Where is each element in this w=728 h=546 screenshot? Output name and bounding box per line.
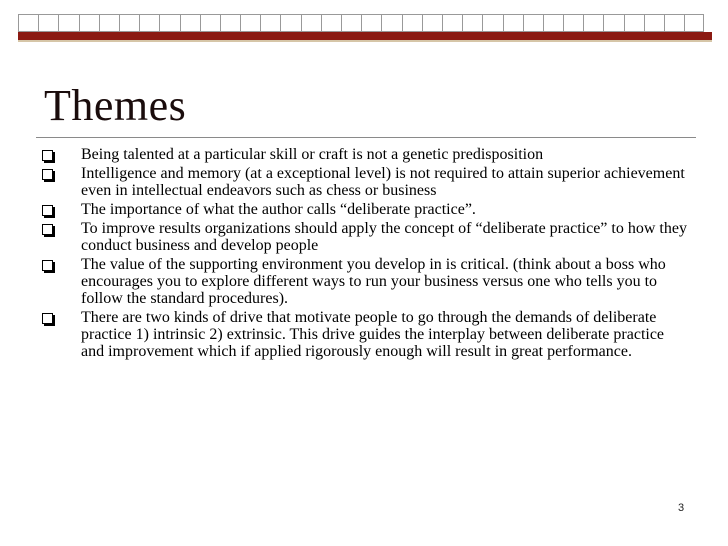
header-square (18, 14, 38, 32)
header-square (58, 14, 78, 32)
header-square (644, 14, 664, 32)
header-square (381, 14, 401, 32)
header-square (603, 14, 623, 32)
header-square (523, 14, 543, 32)
header-square (240, 14, 260, 32)
bullet-item (40, 309, 690, 360)
header-square (280, 14, 300, 32)
header-band (18, 32, 712, 40)
header-square (200, 14, 220, 32)
header-square (624, 14, 644, 32)
header-square (482, 14, 502, 32)
page-number: 3 (678, 502, 685, 514)
square-bullet-icon (42, 150, 53, 161)
title-divider (36, 137, 696, 138)
header-square (260, 14, 280, 32)
header-square (180, 14, 200, 32)
header-square (79, 14, 99, 32)
header-square (119, 14, 139, 32)
square-bullet-icon (42, 169, 53, 180)
header-square (321, 14, 341, 32)
header-square (442, 14, 462, 32)
bullet-item (40, 220, 690, 254)
bullet-text: Intelligence and memory (at a exceptional level) is not required to attain superior achievement even in intellectual endeavors such as chess or business (81, 165, 685, 199)
header-square (543, 14, 563, 32)
header-square (563, 14, 583, 32)
header-square (99, 14, 119, 32)
bullet-text: The value of the supporting environment you develop in is critical. (think about a boss who encourages you to explore different ways to run your business versus one who tells you to follow the standard procedures). (81, 256, 666, 307)
header-squares (18, 14, 704, 32)
bullet-item (40, 165, 690, 199)
header-square (139, 14, 159, 32)
header-square (341, 14, 361, 32)
square-bullet-icon (42, 205, 53, 216)
square-bullet-icon (42, 260, 53, 271)
bullet-list (40, 146, 690, 362)
header-square (38, 14, 58, 32)
header-square (301, 14, 321, 32)
bullet-text: There are two kinds of drive that motivate people to go through the demands of deliberate practice 1) intrinsic 2) extrinsic. This drive guides the interplay between deliberate practice and improvement which if applied rigorously enough will result in great performance. (81, 309, 665, 360)
header-square (159, 14, 179, 32)
header-square (664, 14, 684, 32)
header-square (402, 14, 422, 32)
slide-title: Themes (44, 81, 187, 130)
square-bullet-icon (42, 313, 53, 324)
bullet-item (40, 256, 690, 307)
header-square (583, 14, 603, 32)
square-bullet-icon (42, 224, 53, 235)
header-square (361, 14, 381, 32)
header-square (422, 14, 442, 32)
header-square (462, 14, 482, 32)
header-square (684, 14, 704, 32)
header-square (220, 14, 240, 32)
bullet-item (40, 201, 690, 218)
bullet-item (40, 146, 690, 163)
bullet-text: Being talented at a particular skill or craft is not a genetic predisposition (81, 146, 544, 163)
bullet-text: To improve results organizations should apply the concept of “deliberate practice” to how they conduct business and develop people (81, 220, 687, 254)
bullet-text: The importance of what the author calls “deliberate practice”. (81, 201, 476, 218)
header-square (503, 14, 523, 32)
